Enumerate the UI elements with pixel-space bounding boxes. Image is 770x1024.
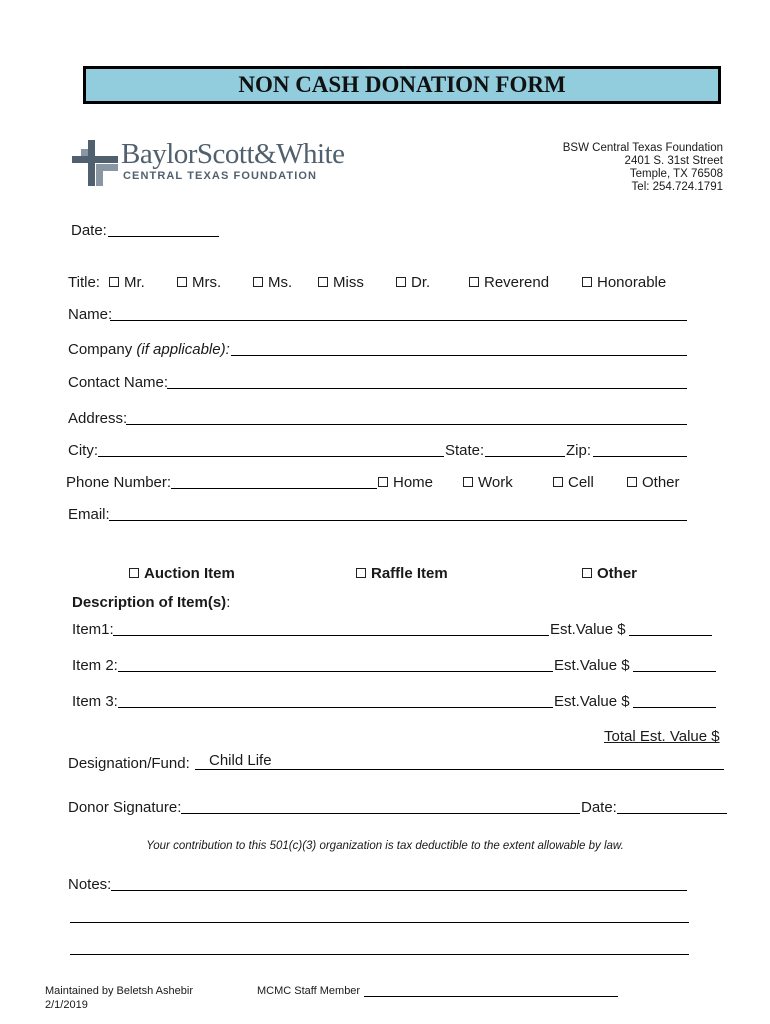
zip-field[interactable] [593,456,687,457]
address-street: 2401 S. 31st Street [624,155,723,167]
date-field[interactable] [108,236,219,237]
notes-line-2[interactable] [70,922,689,923]
title-option-miss[interactable]: Miss [318,274,364,291]
item1-value-label: Est.Value $ [550,621,626,638]
signature-date-label: Date: [581,799,617,816]
item1-label: Item1: [72,621,114,638]
checkbox-icon [582,568,592,578]
date-label: Date: [71,222,107,239]
name-field[interactable] [110,320,687,321]
checkbox-icon [177,277,187,287]
checkbox-icon [582,277,592,287]
item-type-other[interactable]: Other [582,565,637,582]
checkbox-icon [318,277,328,287]
footer-staff-label: MCMC Staff Member [257,985,361,997]
item3-field[interactable] [118,707,553,708]
notes-line-3[interactable] [70,954,689,955]
description-heading: Description of Item(s): [72,594,231,611]
title-label: Title: [68,274,100,291]
state-label: State: [445,442,485,459]
form-title: NON CASH DONATION FORM [238,72,566,97]
item-type-raffle[interactable]: Raffle Item [356,565,448,582]
city-label: City: [68,442,98,459]
designation-label: Designation/Fund: [68,755,190,772]
title-option-honorable[interactable]: Honorable [582,274,666,291]
phone-field[interactable] [171,488,377,489]
zip-label: Zip: [566,442,592,459]
checkbox-icon [627,477,637,487]
item2-value-label: Est.Value $ [554,657,630,674]
tax-deductible-note: Your contribution to this 501(c)(3) organization is tax deductible to the extent allowable by law. [146,840,624,852]
checkbox-icon [469,277,479,287]
address-label: Address: [68,410,128,427]
phone-option-other[interactable]: Other [627,474,680,491]
checkbox-icon [109,277,119,287]
title-option-ms[interactable]: Ms. [253,274,292,291]
item3-value-label: Est.Value $ [554,693,630,710]
address-city: Temple, TX 76508 [629,168,723,180]
item1-value-field[interactable] [629,635,712,636]
address-org: BSW Central Texas Foundation [562,142,723,154]
city-field[interactable] [98,456,444,457]
baylor-cross-logo-icon [72,140,118,186]
foundation-address [563,142,723,194]
phone-option-work[interactable]: Work [463,474,513,491]
email-field[interactable] [109,520,687,521]
signature-field[interactable] [181,813,580,814]
checkbox-icon [463,477,473,487]
phone-option-home[interactable]: Home [378,474,433,491]
notes-line-1[interactable] [111,890,687,891]
logo-wordmark: BaylorScott&White [121,138,345,170]
name-label: Name: [68,306,113,323]
form-title-banner [83,66,721,104]
checkbox-icon [129,568,139,578]
item-type-auction[interactable]: Auction Item [129,565,235,582]
footer-maintained-by: Maintained by Beletsh Ashebir [45,985,193,997]
item2-field[interactable] [118,671,553,672]
staff-member-field[interactable] [364,996,618,997]
company-label: Company (if applicable): [68,341,230,358]
footer-date: 2/1/2019 [45,999,88,1011]
checkbox-icon [356,568,366,578]
phone-option-cell[interactable]: Cell [553,474,594,491]
title-option-mr[interactable]: Mr. [109,274,145,291]
item3-label: Item 3: [72,693,118,710]
phone-label: Phone Number: [66,474,172,491]
footer-maintainer [45,984,193,1012]
designation-field[interactable] [195,769,724,770]
notes-label: Notes: [68,876,112,893]
signature-date-field[interactable] [617,813,727,814]
checkbox-icon [378,477,388,487]
contact-name-field[interactable] [167,388,687,389]
title-option-dr[interactable]: Dr. [396,274,430,291]
item2-value-field[interactable] [633,671,716,672]
checkbox-icon [253,277,263,287]
company-field[interactable] [231,355,687,356]
address-field[interactable] [126,424,687,425]
item1-field[interactable] [113,635,549,636]
item3-value-field[interactable] [633,707,716,708]
title-option-reverend[interactable]: Reverend [469,274,549,291]
address-tel: Tel: 254.724.1791 [631,181,723,193]
signature-label: Donor Signature: [68,799,182,816]
state-field[interactable] [485,456,565,457]
logo-subtitle: CENTRAL TEXAS FOUNDATION [123,170,318,182]
email-label: Email: [68,506,110,523]
checkbox-icon [553,477,563,487]
item2-label: Item 2: [72,657,118,674]
designation-value: Child Life [209,752,272,769]
total-value-label: Total Est. Value $ [604,728,720,745]
title-option-mrs[interactable]: Mrs. [177,274,221,291]
contact-name-label: Contact Name: [68,374,169,391]
checkbox-icon [396,277,406,287]
